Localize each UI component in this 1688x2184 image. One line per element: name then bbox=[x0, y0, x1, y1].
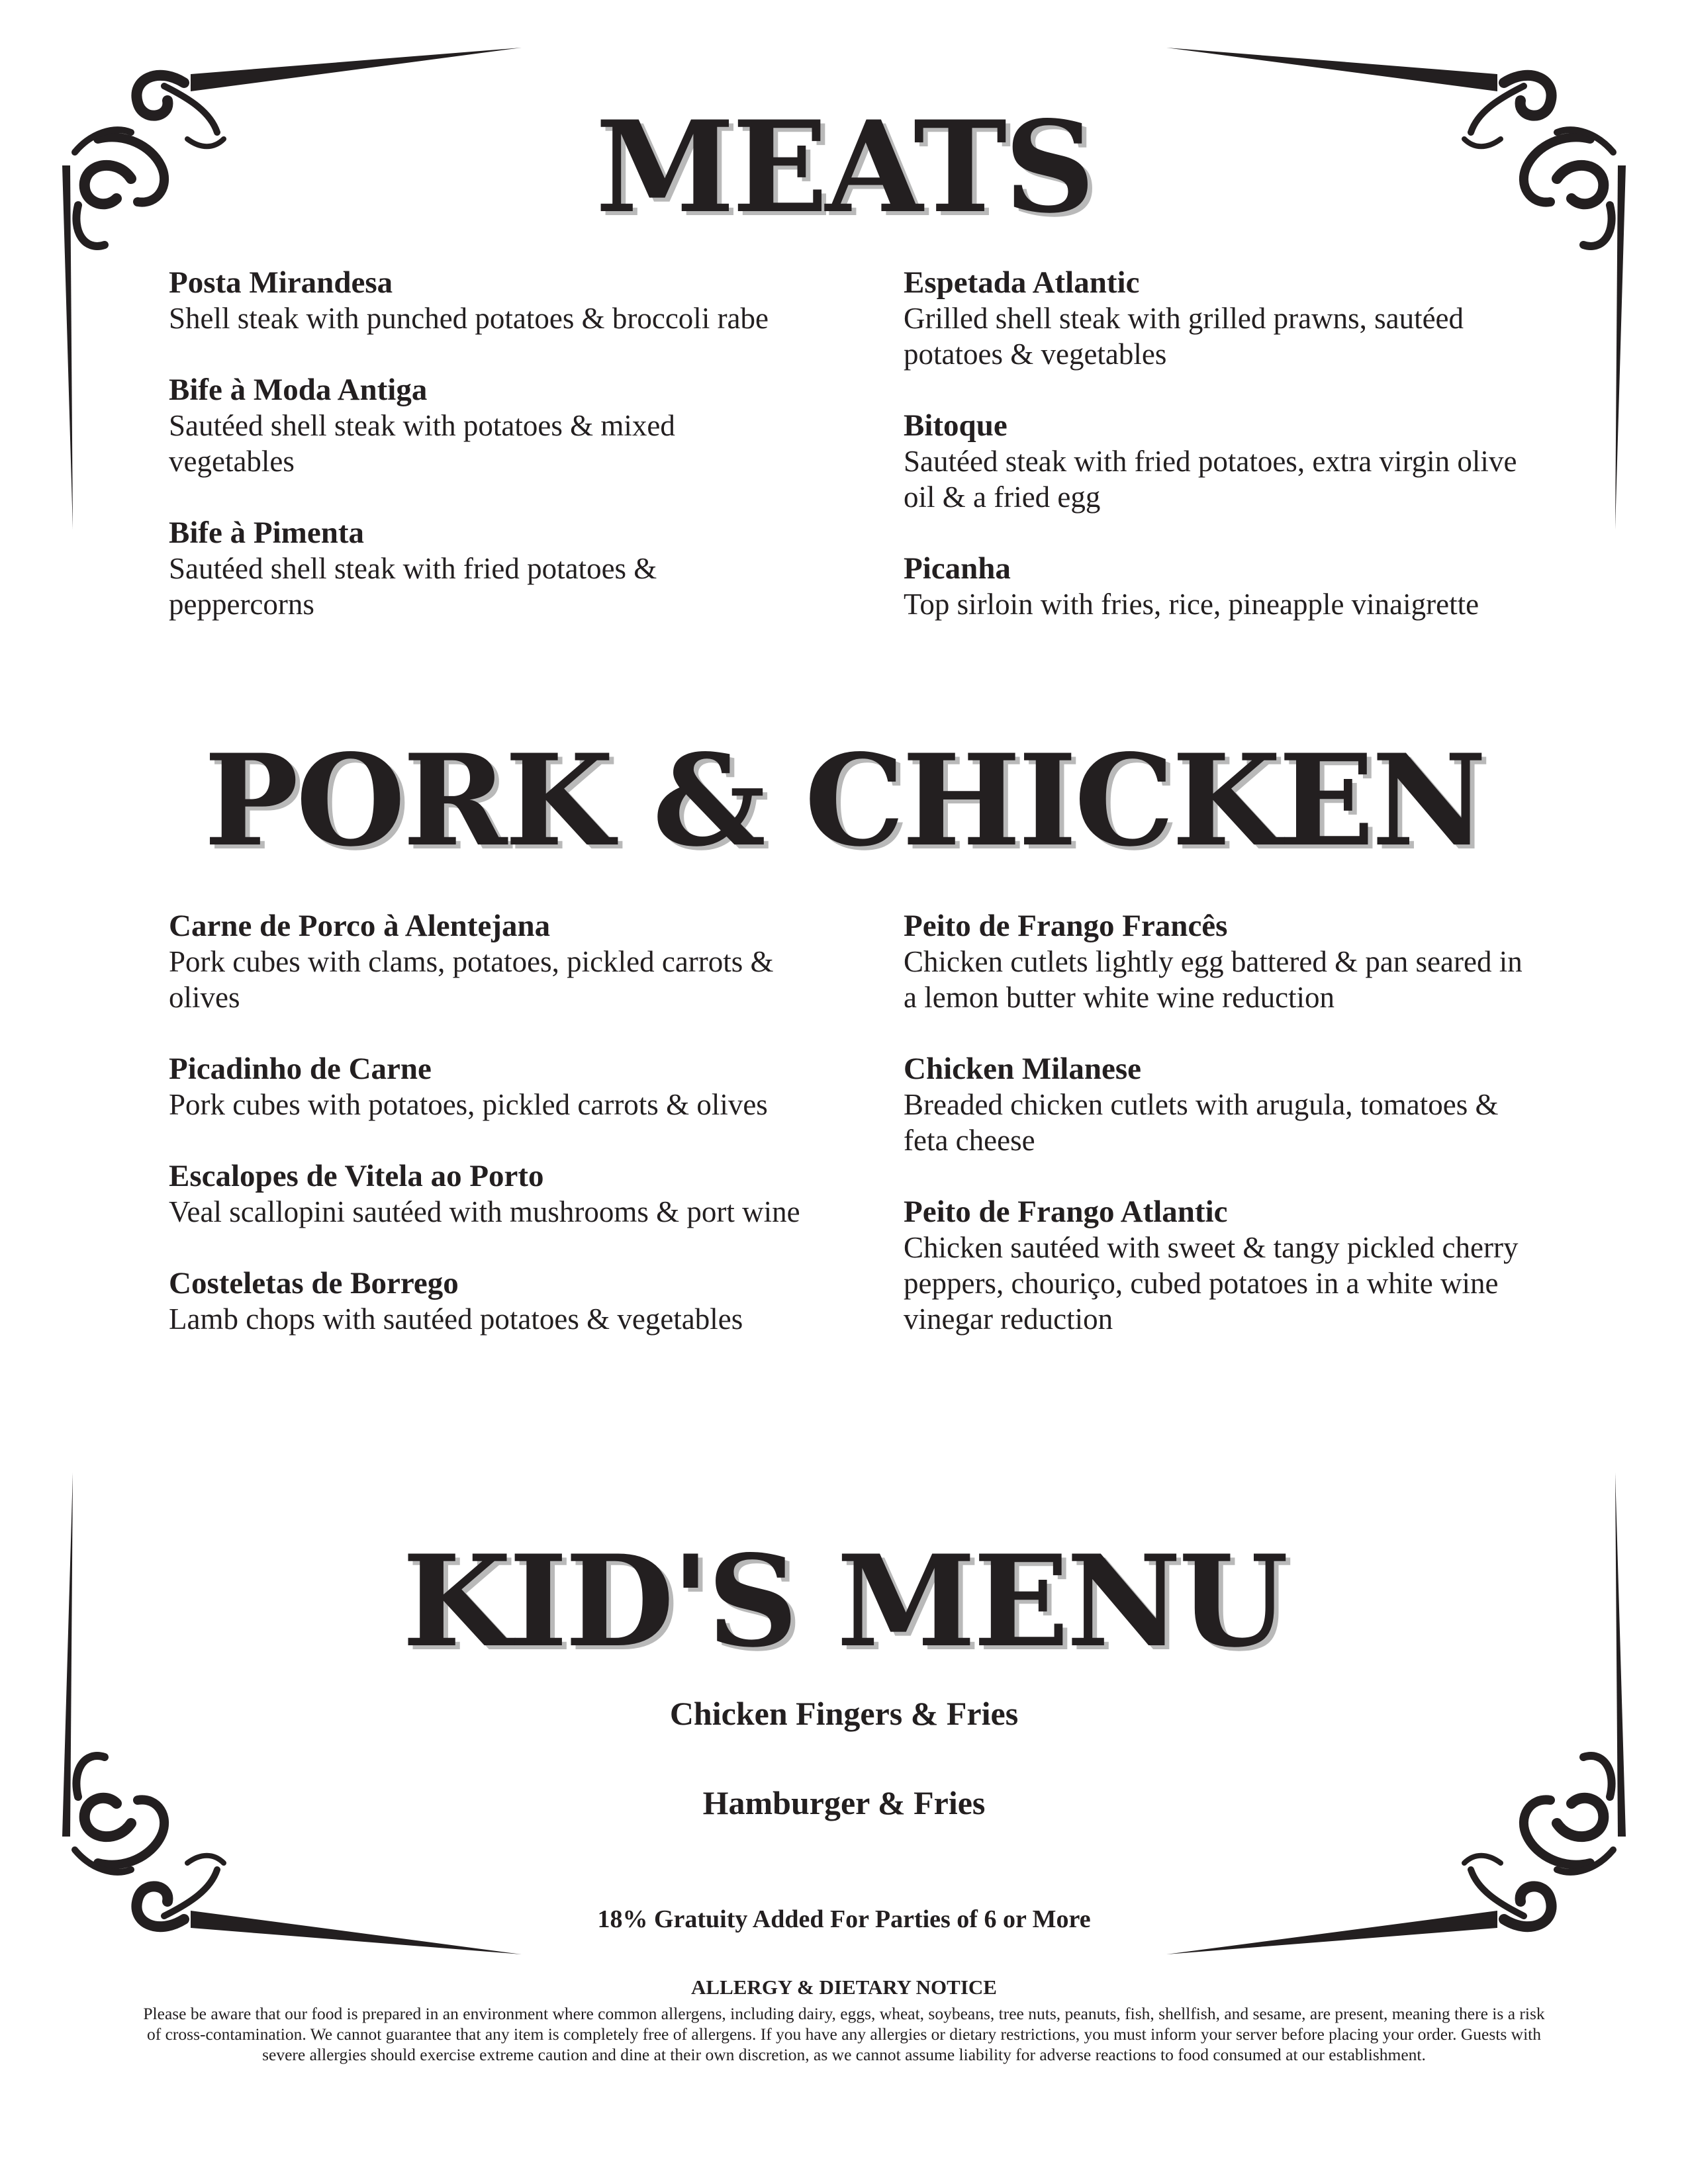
menu-item bbox=[169, 1051, 804, 1122]
item-description: Lamb chops with sautéed potatoes & vegetables bbox=[169, 1302, 743, 1336]
item-description: Chicken sautéed with sweet & tangy pickled cherry peppers, chouriço, cubed potatoes in a white wine vinegar reduction bbox=[904, 1231, 1519, 1336]
menu-item bbox=[904, 408, 1539, 515]
item-name: Costeletas de Borrego bbox=[169, 1266, 459, 1300]
menu-item bbox=[169, 265, 804, 336]
item-name: Picanha bbox=[904, 551, 1011, 586]
meats-left-column bbox=[169, 265, 804, 622]
menu-item bbox=[169, 908, 804, 1015]
allergy-notice-title: ALLERGY & DIETARY NOTICE bbox=[691, 1976, 997, 1999]
menu-item bbox=[904, 1194, 1539, 1337]
item-description: Grilled shell steak with grilled prawns, sautéed potatoes & vegetables bbox=[904, 302, 1464, 371]
item-description: Breaded chicken cutlets with arugula, tomatoes & feta cheese bbox=[904, 1088, 1499, 1157]
item-description: Sautéed shell steak with fried potatoes & peppercorns bbox=[169, 552, 657, 621]
menu-item bbox=[904, 908, 1539, 1015]
item-description: Pork cubes with clams, potatoes, pickled carrots & olives bbox=[169, 945, 774, 1014]
meats-right-column bbox=[904, 265, 1539, 622]
item-description: Sautéed steak with fried potatoes, extra virgin olive oil & a fried egg bbox=[904, 445, 1517, 514]
allergy-notice-body: Please be aware that our food is prepared in an environment where common allergens, including dairy, eggs, wheat, soybeans, tree nuts, peanuts, fish, shellfish, and sesame, are present, meaning there is a risk of cross-contamination. We cannot guarantee that any item is completely free of allergens. If you have any allergies or dietary restrictions, you must inform your server before placing your order. Guests with severe allergies should exercise extreme caution and dine at their own discretion, as we cannot assume liability for adverse reactions to food consumed at our establishment. bbox=[143, 2004, 1545, 2064]
menu-item bbox=[904, 1051, 1539, 1158]
item-description: Veal scallopini sautéed with mushrooms & port wine bbox=[169, 1195, 800, 1228]
item-name: Bife à Pimenta bbox=[169, 516, 364, 550]
item-name: Peito de Frango Francês bbox=[904, 909, 1228, 943]
item-name: Posta Mirandesa bbox=[169, 265, 393, 300]
menu-item bbox=[169, 1158, 804, 1230]
item-name: Peito de Frango Atlantic bbox=[904, 1195, 1228, 1229]
item-name: Carne de Porco à Alentejana bbox=[169, 909, 551, 943]
kids-menu-item: Chicken Fingers & Fries bbox=[669, 1695, 1019, 1732]
item-name: Bitoque bbox=[904, 408, 1008, 443]
pork-chicken-left-column bbox=[169, 908, 804, 1337]
gratuity-note: 18% Gratuity Added For Parties of 6 or More bbox=[597, 1905, 1091, 1933]
item-name: Escalopes de Vitela ao Porto bbox=[169, 1159, 544, 1193]
item-name: Chicken Milanese bbox=[904, 1052, 1142, 1086]
item-description: Chicken cutlets lightly egg battered & pan seared in a lemon butter white wine reduction bbox=[904, 945, 1523, 1014]
item-description: Sautéed shell steak with potatoes & mixed vegetables bbox=[169, 409, 675, 478]
item-description: Top sirloin with fries, rice, pineapple vinaigrette bbox=[904, 588, 1479, 621]
menu-item bbox=[169, 515, 804, 622]
menu-item bbox=[904, 551, 1539, 622]
menu-item bbox=[169, 372, 804, 479]
section-title-meats: MEATS bbox=[595, 93, 1093, 241]
pork-chicken-right-column bbox=[904, 908, 1539, 1337]
item-name: Picadinho de Carne bbox=[169, 1052, 432, 1086]
item-description: Pork cubes with potatoes, pickled carrots & olives bbox=[169, 1088, 768, 1121]
section-title-pork-chicken: PORK & CHICKEN bbox=[204, 727, 1484, 874]
kids-menu-item: Hamburger & Fries bbox=[702, 1784, 986, 1821]
section-title-kids-menu: KID'S MENU bbox=[402, 1527, 1286, 1675]
item-description: Shell steak with punched potatoes & broccoli rabe bbox=[169, 302, 769, 335]
item-name: Bife à Moda Antiga bbox=[169, 373, 428, 407]
menu-item bbox=[904, 265, 1539, 372]
item-name: Espetada Atlantic bbox=[904, 265, 1140, 300]
menu-item bbox=[169, 1265, 804, 1337]
